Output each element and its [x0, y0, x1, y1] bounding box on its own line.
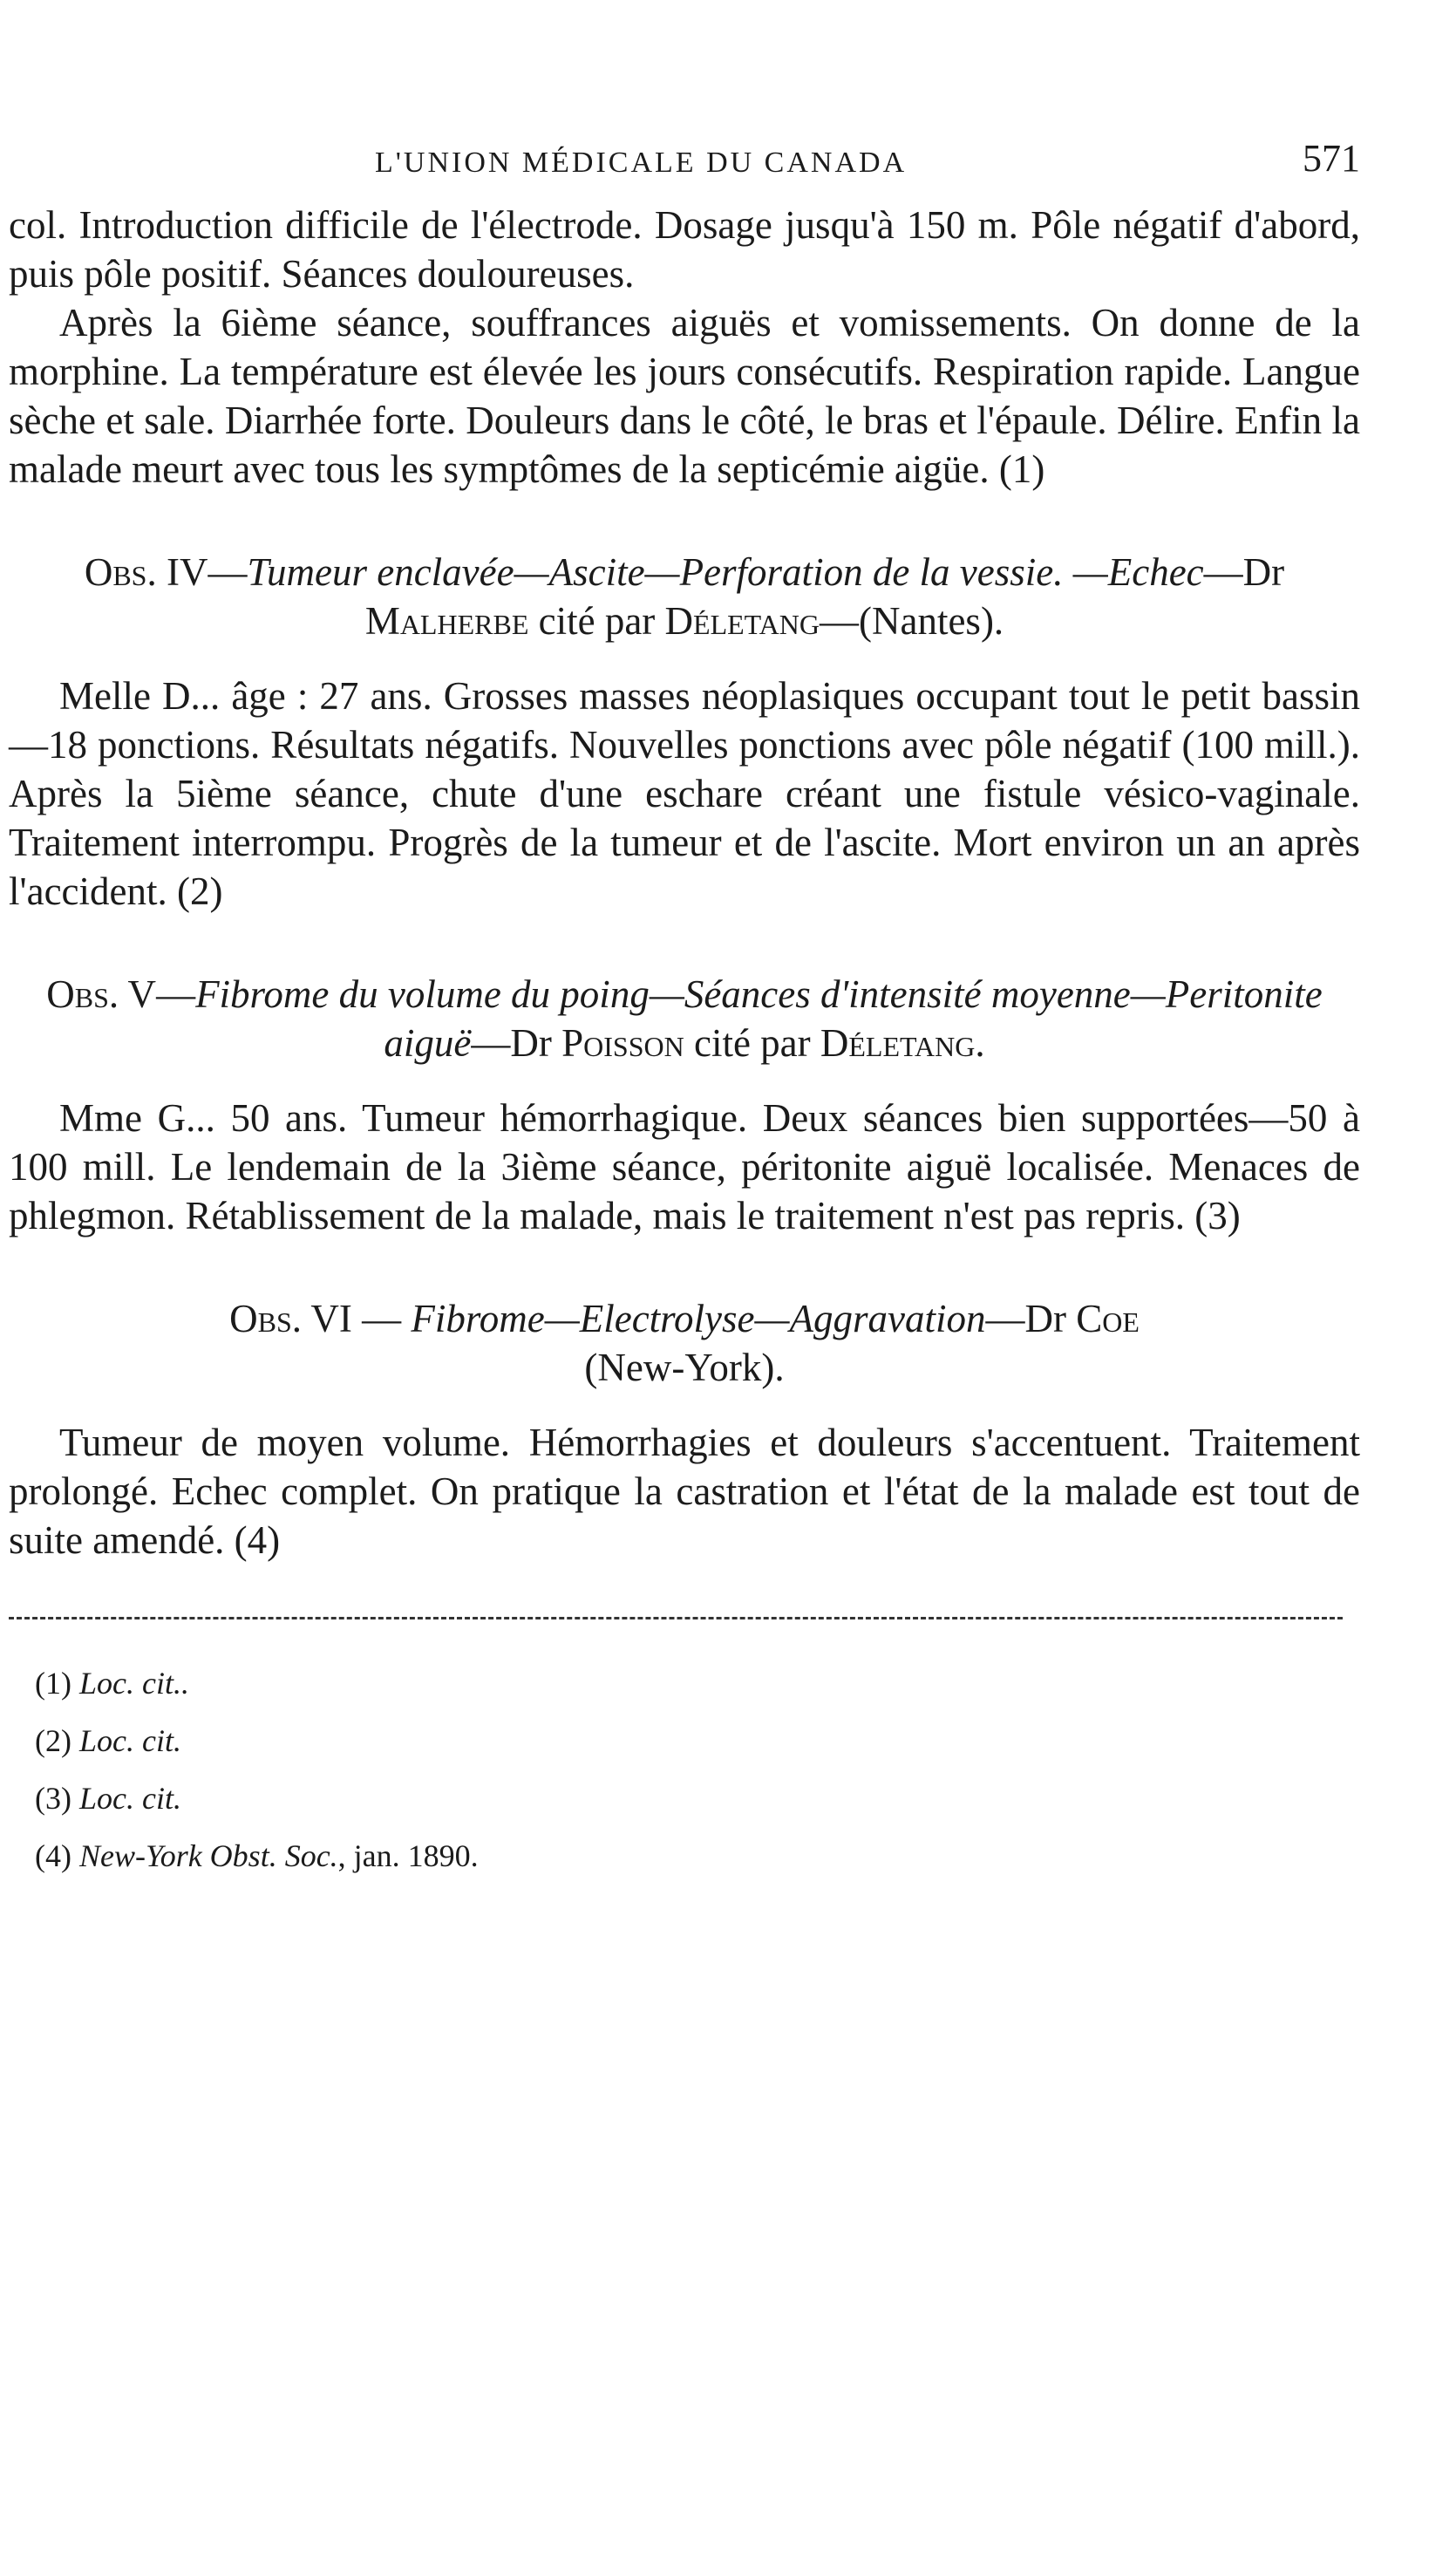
- obs-5-cited: cité par: [684, 1021, 820, 1065]
- obs-4-heading: [9, 548, 1360, 645]
- body-text: [9, 201, 1360, 1565]
- footnote-ref: Loc. cit..: [78, 1666, 189, 1701]
- obs-6-text: Tumeur de moyen volume. Hémorrhagies et douleurs s'accentuent. Traitement prolongé. Echec complet. On pratique la castration et l'état de la malade est tout de suite amendé. (4): [9, 1421, 1360, 1562]
- footnote-number: (3): [35, 1781, 79, 1816]
- obs-5-source: Déletang.: [820, 1021, 985, 1065]
- obs-4-text: Melle D... âge : 27 ans. Grosses masses néoplasiques occupant tout le petit bassin—18 ponctions. Résultats négatifs. Nouvelles ponctions avec pôle négatif (100 mill.). Après la 5ième séance, chute d'une eschare créant une fistule vésico-vaginale. Traitement interrompu. Progrès de la tumeur et de l'ascite. Mort environ un an après l'accident. (2): [9, 674, 1360, 913]
- running-title: L'UNION MÉDICALE DU CANADA: [375, 147, 908, 179]
- obs-5-title: Fibrome du volume du poing—Séances d'intensité moyenne—Peritonite aiguë: [195, 972, 1323, 1065]
- footnote-4: [35, 1827, 1360, 1885]
- obs-6-dash: —: [351, 1297, 412, 1340]
- obs-4-doctor: Malherbe: [364, 599, 529, 643]
- obs-6-title: Fibrome—Electrolyse—Aggravation: [411, 1297, 986, 1340]
- obs-5-dash: —: [156, 972, 196, 1016]
- obs-5-dash-2: —: [471, 1021, 511, 1065]
- paragraph-continuation: col. Introduction difficile de l'électrode. Dosage jusqu'à 150 m. Pôle négatif d'abord, puis pôle positif. Séances douloureuses.: [9, 203, 1360, 296]
- footnote-number: (2): [35, 1723, 79, 1758]
- footnote-ref: Loc. cit.: [78, 1723, 181, 1758]
- obs-6-doctor-prefix: Dr: [1024, 1297, 1077, 1340]
- footnote-divider: [9, 1617, 1343, 1619]
- paragraph-symptoms: Après la 6ième séance, souffrances aiguës et vomissements. On donne de la morphine. La température est élevée les jours consécutifs. Respiration rapide. Langue sèche et sale. Diarrhée forte. Douleurs dans le côté, le bras et l'épaule. Délire. Enfin la malade meurt avec tous les symptômes de la septicémie aigüe. (1): [9, 301, 1360, 491]
- obs-4-title: Tumeur enclavée—Ascite—Perforation de la vessie. —Echec: [247, 550, 1204, 594]
- footnote-ref: New-York Obst. Soc.: [78, 1838, 338, 1873]
- footnote-1: [35, 1654, 1360, 1712]
- footnote-rest: , jan. 1890.: [337, 1838, 479, 1873]
- obs-6-doctor: Coe: [1076, 1297, 1140, 1340]
- obs-5-doctor: Poisson: [561, 1021, 684, 1065]
- footnote-number: (1): [35, 1666, 79, 1701]
- page-header: [9, 131, 1360, 201]
- obs-4-dash-2: —: [1203, 550, 1243, 594]
- footnote-ref: Loc. cit.: [78, 1781, 181, 1816]
- obs-6-dash-2: —: [985, 1297, 1025, 1340]
- obs-5-heading: [9, 970, 1360, 1067]
- obs-4-place: —(Nantes).: [820, 599, 1004, 643]
- footnotes: [9, 1654, 1360, 1885]
- obs-4-cited: cité par: [528, 599, 665, 643]
- obs-6-label: Obs. VI: [229, 1297, 352, 1340]
- footnote-2: [35, 1712, 1360, 1769]
- obs-5-doctor-prefix: Dr: [510, 1021, 562, 1065]
- footnote-3: [35, 1769, 1360, 1827]
- obs-5-label: Obs. V: [46, 972, 157, 1016]
- obs-6-heading: [9, 1294, 1360, 1392]
- obs-6-place: (New-York).: [584, 1346, 785, 1389]
- footnote-number: (4): [35, 1838, 79, 1873]
- obs-4-source: Déletang: [664, 599, 820, 643]
- page-number: 571: [1303, 137, 1360, 180]
- obs-4-dash: —: [208, 550, 248, 594]
- obs-5-text: Mme G... 50 ans. Tumeur hémorrhagique. Deux séances bien supportées—50 à 100 mill. Le lendemain de la 3ième séance, péritonite aiguë localisée. Menaces de phlegmon. Rétablissement de la malade, mais le traitement n'est pas repris. (3): [9, 1096, 1360, 1238]
- obs-4-label: Obs. IV: [84, 550, 208, 594]
- obs-4-doctor-prefix: Dr: [1242, 550, 1285, 594]
